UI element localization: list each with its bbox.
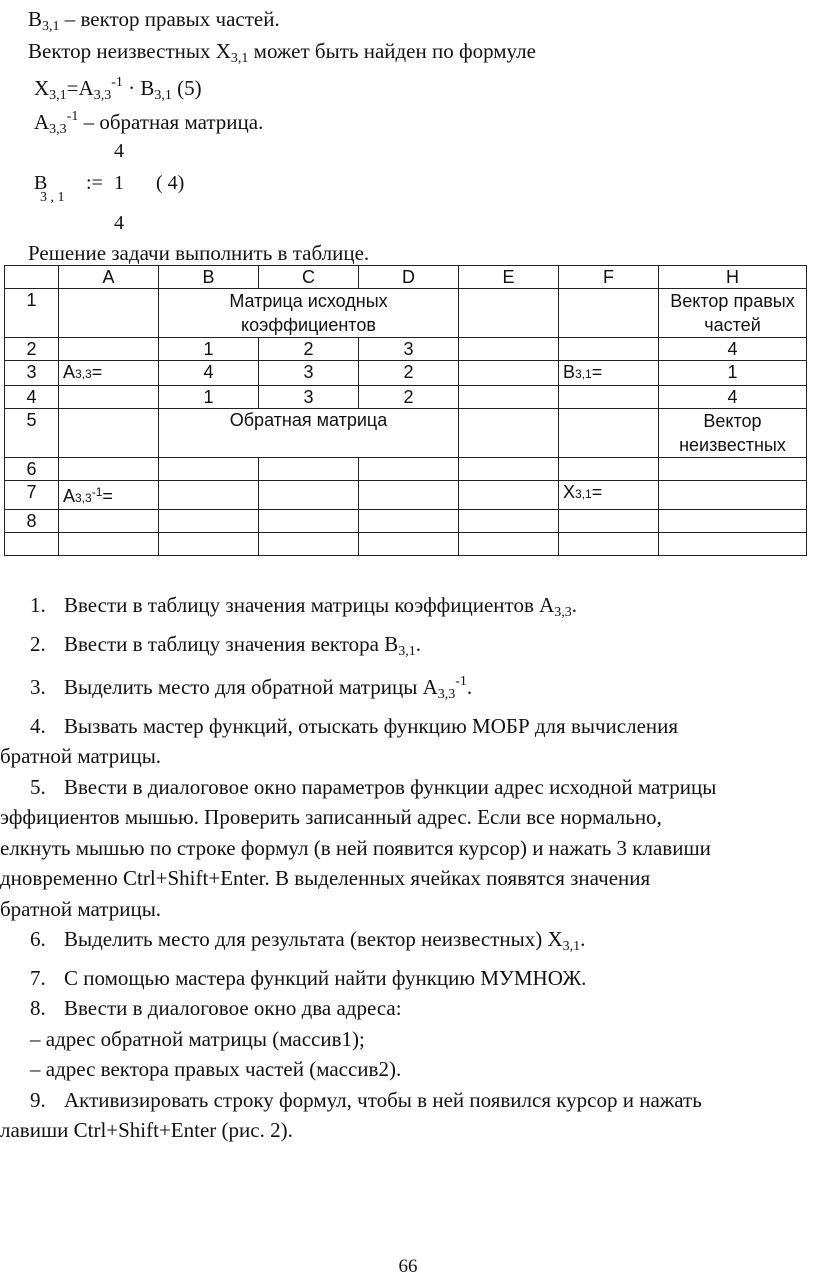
inverse-line xyxy=(34,104,263,143)
cell xyxy=(559,386,659,409)
end: . xyxy=(580,927,586,951)
intro-line-1 xyxy=(28,6,280,40)
cell xyxy=(659,481,807,510)
vector-cell: 4 xyxy=(659,338,807,361)
cell xyxy=(259,481,359,510)
table-caption: Решение задачи выполнить в таблице. xyxy=(28,241,370,265)
list-item-cont: эффициентов мышью. Проверить записанный адрес. Если все нормально, xyxy=(0,805,662,829)
cell xyxy=(459,361,559,386)
cell xyxy=(259,510,359,533)
mathcad-sub: 3 , 1 xyxy=(40,190,65,205)
list-item xyxy=(0,963,816,994)
step-text: Ввести в диалоговое окно параметров функции адрес исходной матрицы xyxy=(64,774,717,799)
cell xyxy=(659,510,807,533)
cell xyxy=(359,533,459,556)
b-label-cell xyxy=(559,361,659,386)
col-header-d: D xyxy=(359,266,459,289)
inverse-title-cell: Обратная матрица xyxy=(159,409,459,458)
text: – вектор правых частей. xyxy=(59,7,280,31)
step-text: Ввести в таблицу значения вектора В xyxy=(64,631,399,656)
sub: 3,1 xyxy=(49,88,67,103)
x-label: Х xyxy=(563,482,576,502)
step-text: Ввести в диалоговое окно два адреса: xyxy=(64,996,402,1020)
end: . xyxy=(571,593,578,617)
step-text: С помощью мастера функций найти функцию МУМНОЖ. xyxy=(64,965,587,990)
cell xyxy=(159,458,259,481)
row-header xyxy=(5,533,59,556)
matrix-cell: 4 xyxy=(159,361,259,386)
cell xyxy=(159,481,259,510)
cell xyxy=(559,338,659,361)
list-item xyxy=(0,667,816,711)
cell xyxy=(559,458,659,481)
formula-x: Х xyxy=(34,76,50,100)
unknown-title-cell xyxy=(659,409,807,458)
cell xyxy=(159,533,259,556)
cell xyxy=(559,409,659,458)
step-number: 8. xyxy=(30,996,46,1020)
text: Вектор неизвестных Х xyxy=(28,39,231,63)
list-item-cont: елкнуть мышью по строке формул (в ней появится курсор) и нажать 3 клавиши xyxy=(0,835,711,860)
step-text: Ввести в таблицу значения матрицы коэффициентов А xyxy=(64,593,555,617)
list-item xyxy=(0,590,816,629)
row-header: 3 xyxy=(5,361,59,386)
cell xyxy=(359,458,459,481)
step-number: 1. xyxy=(30,593,46,617)
list-item xyxy=(0,711,816,742)
list-item xyxy=(0,1085,816,1116)
step-number: 9. xyxy=(30,1087,46,1112)
sub: 3,3 xyxy=(93,88,112,103)
sup: -1 xyxy=(91,485,103,499)
mathcad-assign: := xyxy=(86,172,103,194)
list-item xyxy=(0,772,816,803)
matrix-cell: 3 xyxy=(259,361,359,386)
cell xyxy=(259,533,359,556)
row-header: 8 xyxy=(5,510,59,533)
sub: 3,1 xyxy=(575,367,592,381)
bullet-item: – адрес обратной матрицы (массив1); xyxy=(30,1026,365,1051)
bullet-item: – адрес вектора правых частей (массив2). xyxy=(30,1057,402,1081)
matrix-cell: 2 xyxy=(359,361,459,386)
sub: 3,3 xyxy=(554,605,572,620)
text: может быть найден по формуле xyxy=(248,39,536,63)
cell xyxy=(559,533,659,556)
matrix-cell: 3 xyxy=(359,338,459,361)
var-a: А xyxy=(34,110,50,134)
eq: = xyxy=(102,486,113,506)
row-header: 6 xyxy=(5,458,59,481)
matrix-cell: 2 xyxy=(359,386,459,409)
vector-title-cell xyxy=(659,289,807,338)
page-number: 66 xyxy=(398,1256,418,1277)
cell xyxy=(459,338,559,361)
cell xyxy=(459,386,559,409)
vector-title-1: Вектор правых xyxy=(670,291,795,311)
a-label-cell xyxy=(59,361,159,386)
cell xyxy=(659,458,807,481)
table-row xyxy=(5,458,807,481)
matrix-cell: 1 xyxy=(159,338,259,361)
mathcad-top-value: 4 xyxy=(114,140,124,162)
cell xyxy=(59,533,159,556)
sub: 3,3 xyxy=(49,122,67,137)
cell xyxy=(459,510,559,533)
step-number: 3. xyxy=(30,675,46,699)
sub: 3,1 xyxy=(154,88,172,103)
cell xyxy=(459,289,559,338)
step-number: 6. xyxy=(30,927,46,951)
cell xyxy=(259,458,359,481)
table-row xyxy=(5,338,807,361)
sup: -1 xyxy=(455,674,467,689)
eq: = xyxy=(91,362,103,382)
sub: 3,1 xyxy=(575,487,592,501)
row-header: 1 xyxy=(5,289,59,338)
eq: = xyxy=(591,362,603,382)
intro-line-2 xyxy=(28,38,536,72)
row-header: 5 xyxy=(5,409,59,458)
mathcad-var: B xyxy=(34,172,48,194)
matrix-cell: 1 xyxy=(159,386,259,409)
header-row xyxy=(5,266,807,289)
table-row xyxy=(5,409,807,458)
sub: 3,1 xyxy=(562,939,581,954)
cell xyxy=(559,510,659,533)
mathcad-mid-value: 1 xyxy=(114,172,124,194)
sub: 3,1 xyxy=(230,51,249,66)
list-item xyxy=(0,629,816,668)
matrix-title-cell xyxy=(159,289,459,338)
table-row xyxy=(5,289,807,338)
formula-number: (5) xyxy=(171,76,202,100)
cell xyxy=(59,409,159,458)
vector-cell: 4 xyxy=(659,386,807,409)
col-header-b: B xyxy=(159,266,259,289)
step-text: Активизировать строку формул, чтобы в ней появился курсор и нажать xyxy=(64,1087,702,1112)
ainv-label-cell xyxy=(59,481,159,510)
end: . xyxy=(415,631,421,656)
matrix-title-2: коэффициентов xyxy=(241,315,376,335)
sub: 3,3 xyxy=(75,367,92,381)
cell xyxy=(359,481,459,510)
cell xyxy=(59,289,159,338)
sup: -1 xyxy=(111,75,123,90)
cell xyxy=(59,338,159,361)
col-header-f: F xyxy=(559,266,659,289)
list-item-cont: дновременно Ctrl+Shift+Enter. В выделенных ячейках появятся значения xyxy=(0,866,651,890)
step-number: 4. xyxy=(30,713,46,738)
list-item xyxy=(0,924,816,963)
corner-cell xyxy=(5,266,59,289)
matrix-cell: 2 xyxy=(259,338,359,361)
list-item-cont: лавиши Ctrl+Shift+Enter (рис. 2). xyxy=(0,1118,293,1142)
sub: 3,1 xyxy=(42,19,60,34)
col-header-e: E xyxy=(459,266,559,289)
ainv-label: А xyxy=(63,486,76,506)
cell xyxy=(159,510,259,533)
cell xyxy=(59,510,159,533)
table-row xyxy=(5,533,807,556)
unknown-title-1: Вектор xyxy=(703,411,762,431)
sup: -1 xyxy=(66,109,79,124)
list-item xyxy=(0,993,816,1024)
matrix-title-1: Матрица исходных xyxy=(229,291,388,311)
matrix-cell: 3 xyxy=(259,386,359,409)
sub: 3,1 xyxy=(398,643,416,659)
step-text: Выделить место для результата (вектор неизвестных) Х xyxy=(64,927,563,951)
col-header-a: A xyxy=(59,266,159,289)
cell xyxy=(659,533,807,556)
row-header: 2 xyxy=(5,338,59,361)
cell xyxy=(359,510,459,533)
table-row xyxy=(5,386,807,409)
cell xyxy=(59,458,159,481)
sub: 3,3 xyxy=(437,687,456,702)
table-row xyxy=(5,510,807,533)
vector-title-2: частей xyxy=(704,315,761,335)
x-label-cell xyxy=(559,481,659,510)
col-header-c: C xyxy=(259,266,359,289)
step-number: 2. xyxy=(30,631,46,656)
cell xyxy=(459,409,559,458)
list-item-cont: братной матрицы. xyxy=(0,896,162,921)
formula-dot: · В xyxy=(122,76,155,100)
a-label: А xyxy=(63,362,76,382)
formula-eq: =А xyxy=(66,76,94,100)
mathcad-bottom-value: 4 xyxy=(114,212,124,234)
list-item-cont: братной матрицы. xyxy=(0,744,162,768)
end: . xyxy=(466,675,473,699)
table-row xyxy=(5,481,807,510)
eq: = xyxy=(591,482,603,502)
mathcad-number: ( 4) xyxy=(156,172,185,194)
b-label: В xyxy=(563,362,576,382)
var-b: В xyxy=(28,7,43,31)
step-text: Выделить место для обратной матрицы А xyxy=(64,675,438,699)
col-header-h: H xyxy=(659,266,807,289)
step-text: Вызвать мастер функций, отыскать функцию МОБР для вычисления xyxy=(64,713,679,738)
cell xyxy=(459,458,559,481)
cell xyxy=(59,386,159,409)
unknown-title-2: неизвестных xyxy=(679,435,786,455)
row-header: 4 xyxy=(5,386,59,409)
step-number: 5. xyxy=(30,774,46,799)
row-header: 7 xyxy=(5,481,59,510)
text: – обратная матрица. xyxy=(78,110,264,134)
cell xyxy=(459,481,559,510)
sub: 3,3 xyxy=(75,491,92,505)
spreadsheet-table xyxy=(4,265,807,556)
step-number: 7. xyxy=(30,965,46,990)
vector-cell: 1 xyxy=(659,361,807,386)
cell xyxy=(559,289,659,338)
table-row xyxy=(5,361,807,386)
cell xyxy=(459,533,559,556)
steps-list xyxy=(0,590,816,1146)
